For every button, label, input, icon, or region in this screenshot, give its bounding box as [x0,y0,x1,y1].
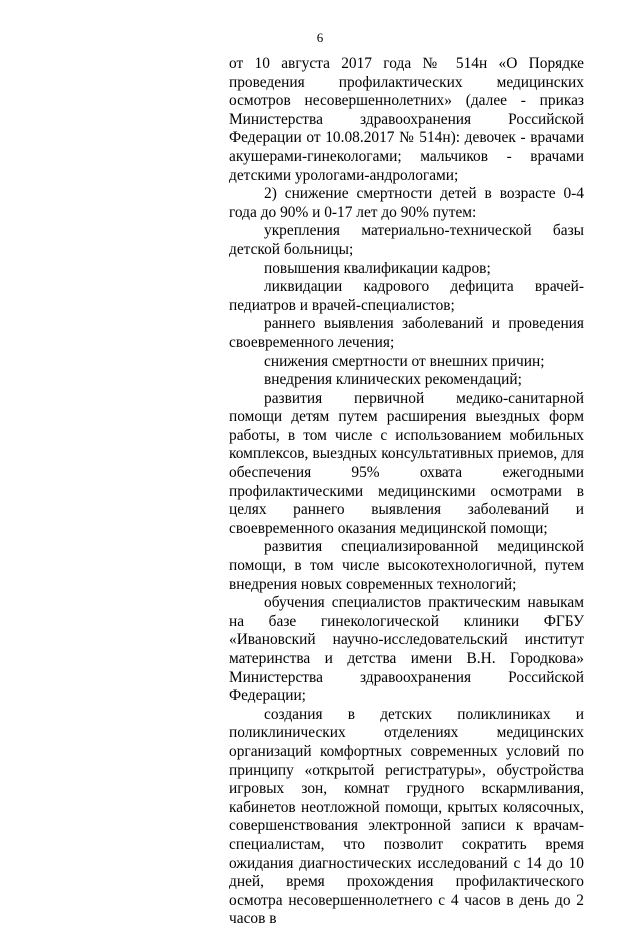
paragraph-measure: раннего выявления заболеваний и проведения своевременного лечения; [229,315,584,351]
paragraph-continuation: от 10 августа 2017 года № 514н «О Порядке проведения профилактических медицинских осмотров несовершеннолетних» (далее - приказ Министерства здравоохранения Российской Федерации от 10.08.2017 № 514н): девочек - врачами акушерами-гинекологами; мальчиков - врачами детскими урологами-андрологами; [229,55,584,184]
paragraph-measure: укрепления материально-технической базы детской больницы; [229,222,584,258]
paragraph-measure: внедрения клинических рекомендаций; [264,371,522,389]
paragraph-item-2: 2) снижение смертности детей в возрасте 0-4 года до 90% и 0-17 лет до 90% путем: [229,185,584,221]
paragraph-measure: повышения квалификации кадров; [264,259,491,277]
paragraph-measure: развития специализированной медицинской помощи, в том числе высокотехнологичной, путем внедрения новых современных технологий; [229,538,584,593]
paragraph-measure: создания в детских поликлиниках и поликлинических отделениях медицинских организаций комфортных современных условий по принципу «открытой регистратуры», обустройства игровых зон, комнат грудного вскармливания, кабинетов неотложной помощи, крытых колясочных, совершенствования электронной записи к врачам-специалистам, что позволит сократить время ожидания диагностических исследований с 14 до 10 дней, время прохождения профилактического осмотра несовершеннолетнего с 4 часов в день до 2 часов в [229,705,584,928]
paragraph-measure: снижения смертности от внешних причин; [264,352,545,370]
paragraph-measure: ликвидации кадрового дефицита врачей-педиатров и врачей-специалистов; [229,278,584,314]
paragraph-measure: обучения специалистов практическим навыкам на базе гинекологической клиники ФГБУ «Ивановский научно-исследовательский институт материнства и детства имени В.Н. Городкова» Министерства здравоохранения Российской Федерации; [229,594,584,705]
document-body [229,55,584,929]
paragraph-measure: развития первичной медико-санитарной помощи детям путем расширения выездных форм работы, в том числе с использованием мобильных комплексов, выездных консультативных приемов, для обеспечения 95% охвата ежегодными профилактическими медицинскими осмотрами в целях раннего выявления заболеваний и своевременного оказания медицинской помощи; [229,389,584,537]
page-number: 6 [316,30,324,45]
